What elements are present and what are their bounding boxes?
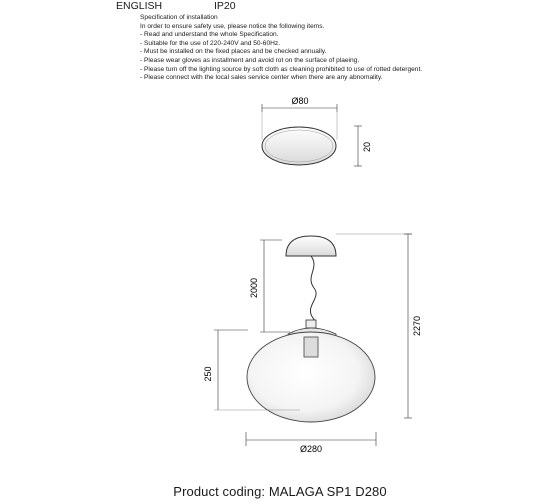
product-coding: Product coding: MALAGA SP1 D280	[173, 484, 387, 499]
suspension-cable	[310, 256, 316, 328]
spec-line-gloves: - Please wear gloves as installment and avoid rot on the surface of plaeing.	[140, 56, 360, 64]
total-height-label: 2270	[412, 315, 422, 337]
spec-line-install: - Must be installed on the fixed places and be checked annually.	[140, 48, 327, 56]
pendant-elevation	[203, 234, 422, 454]
spec-line-intro: In order to ensure safety use, please notice the following items.	[140, 22, 325, 30]
lamp-holder-cap	[306, 320, 316, 328]
ip-rating: IP20	[214, 0, 236, 12]
inner-socket	[304, 337, 318, 357]
cable-length-label: 2000	[249, 277, 259, 299]
spec-line-service: - Please connect with the local sales service center when there are any abnomality.	[140, 74, 383, 82]
spec-line-voltage: - Suitable for the use of 220-240V and 50-60Hz.	[140, 39, 281, 47]
spec-line-read: - Read and understand the whole Specification.	[140, 31, 279, 39]
ceiling-canopy	[286, 236, 336, 256]
canopy-height-label: 20	[362, 141, 372, 153]
canopy-disc	[262, 127, 336, 165]
canopy-diameter-label: Ø80	[291, 96, 309, 106]
specification-title: Specification of installation	[140, 14, 218, 21]
language-label: ENGLISH	[116, 0, 163, 12]
shade-height-label: 250	[203, 366, 213, 382]
shade-diameter-label: Ø280	[299, 444, 323, 454]
spec-line-cleaning: - Please turn off the lighting source by soft cloth as cleaning prohibited to use of rotted detergent.	[140, 65, 423, 73]
canopy-detail	[262, 96, 372, 166]
